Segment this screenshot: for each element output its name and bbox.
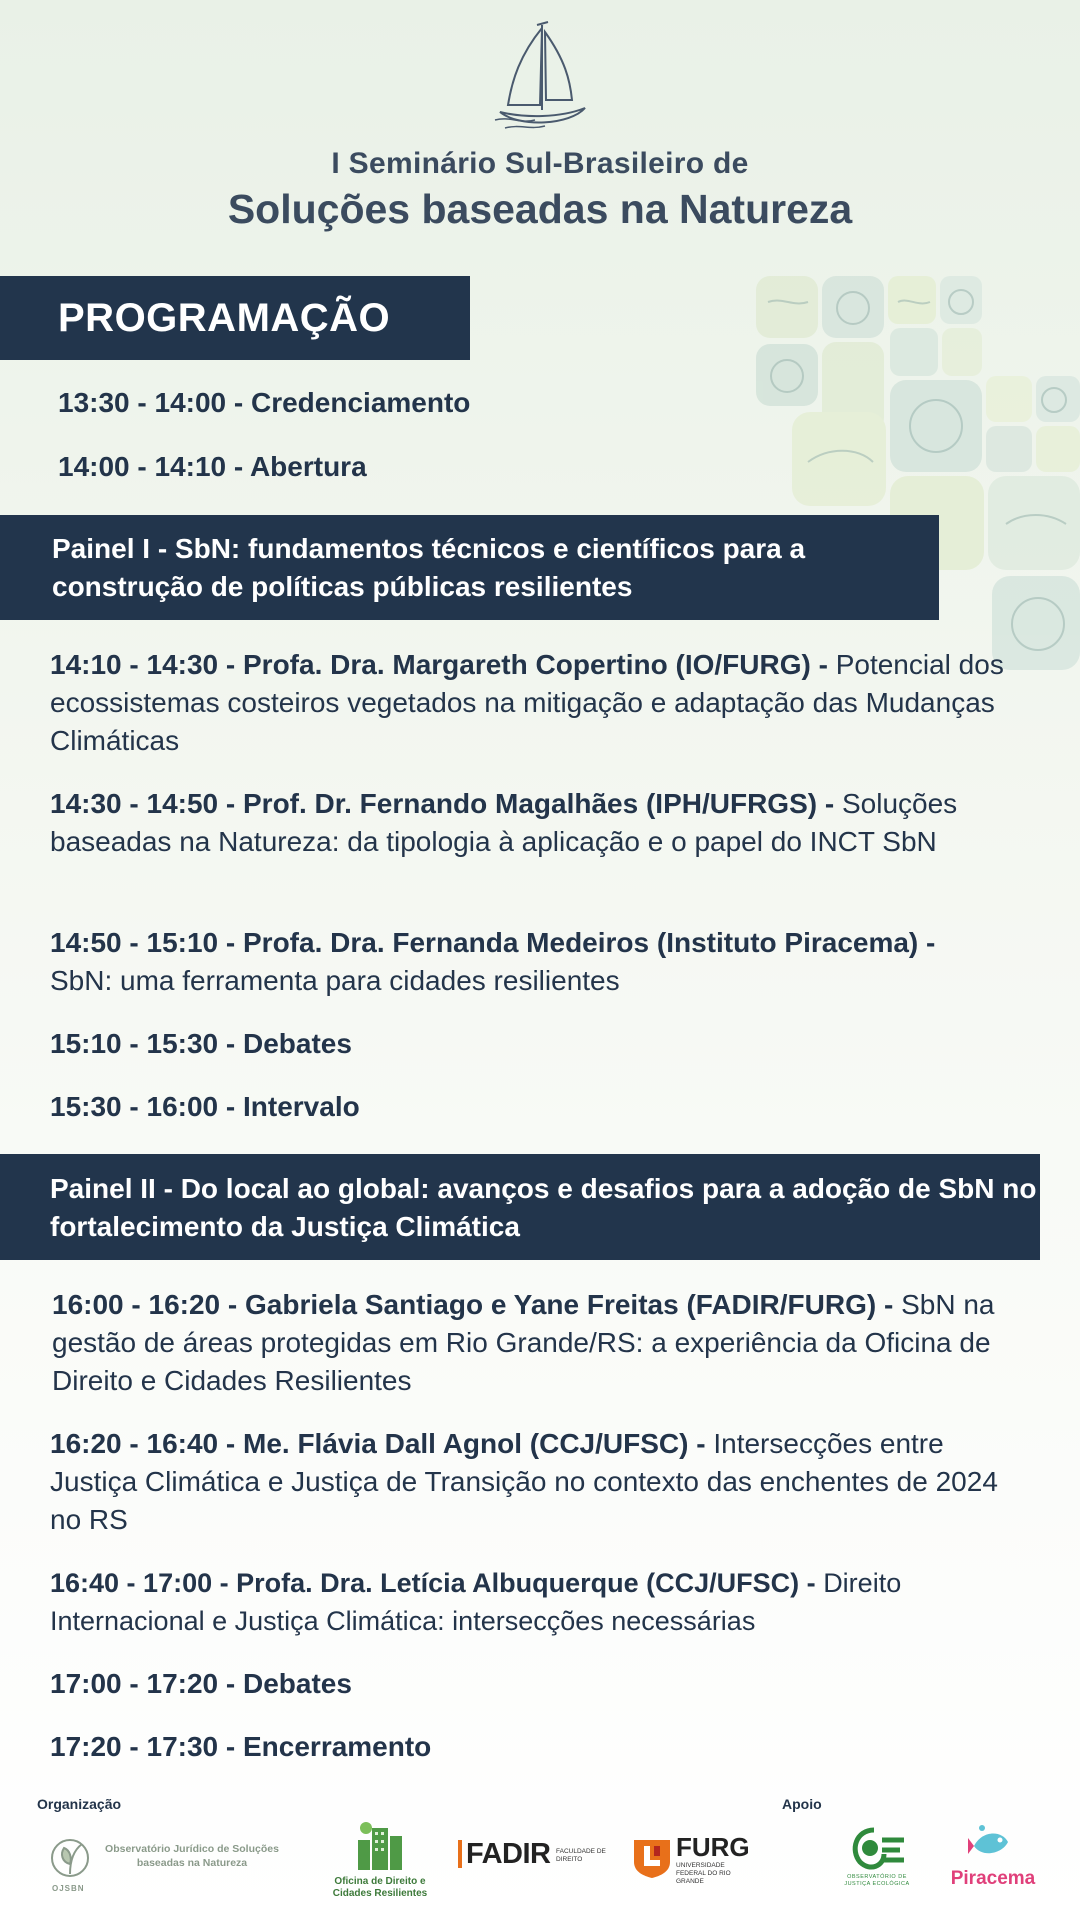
schedule-item-encerramento: 17:20 - 17:30 - Encerramento — [50, 1731, 432, 1762]
schedule-item-head: 16:20 - 16:40 - Me. Flávia Dall Agnol (CCJ/UFSC) - — [50, 1428, 706, 1459]
schedule-item-head: 14:10 - 14:30 - Profa. Dra. Margareth Copertino (IO/FURG) - — [50, 649, 828, 680]
schedule-item-credenciamento: 13:30 - 14:00 - Credenciamento — [58, 387, 471, 418]
schedule-item — [50, 785, 1020, 861]
observatorio-justica-ecologica-logo — [836, 1822, 918, 1892]
schedule-item — [50, 924, 990, 1000]
fadir-text: FADIR — [466, 1838, 551, 1870]
leaf-icon — [46, 1828, 94, 1888]
event-title-line1: I Seminário Sul-Brasileiro de — [331, 147, 749, 180]
piracema-logo — [948, 1822, 1038, 1894]
schedule-item — [50, 1425, 1030, 1539]
schedule-item-debates: 15:10 - 15:30 - Debates — [50, 1028, 352, 1059]
oje-emblem-icon — [844, 1822, 910, 1872]
ojsbn-text: Observatório Jurídico de Soluções baseadas na Natureza — [105, 1843, 279, 1869]
schedule-item — [52, 1286, 1032, 1400]
schedule-item-head: 14:50 - 15:10 - Profa. Dra. Fernanda Medeiros (Instituto Piracema) - — [50, 927, 936, 958]
furg-emblem-icon — [632, 1834, 672, 1878]
furg-sub: UNIVERSIDADE FEDERAL DO RIO GRANDE — [676, 1862, 731, 1885]
apoio-label: Apoio — [782, 1796, 822, 1812]
oficina-text: Oficina de Direito e Cidades Resilientes — [332, 1876, 428, 1899]
fadir-sub: FACULDADE DE DIREITO — [556, 1848, 606, 1863]
schedule-item-head: 16:40 - 17:00 - Profa. Dra. Letícia Albuquerque (CCJ/UFSC) - — [50, 1568, 816, 1598]
organizacao-label: Organização — [37, 1796, 122, 1812]
piracema-text: Piracema — [950, 1868, 1036, 1889]
fish-icon — [968, 1822, 1014, 1866]
furg-text: FURG — [676, 1832, 750, 1862]
sailboat-logo-icon — [490, 20, 590, 135]
ojsbn-abbr: OJSBN — [52, 1884, 85, 1893]
schedule-item-desc: SbN: uma ferramenta para cidades resilientes — [50, 965, 620, 996]
schedule-item — [50, 646, 1020, 760]
schedule-item-desc: Potencial dos ecossistemas costeiros vegetados na mitigação e adaptação das Mudanças Climáticas — [50, 649, 1004, 756]
schedule-item-desc: Soluções baseadas na Natureza: da tipologia à aplicação e o papel do INCT SbN — [50, 788, 958, 857]
schedule-item-desc: Direito Internacional e Justiça Climática: intersecções necessárias — [50, 1568, 902, 1636]
painel2-title: Painel II - Do local ao global: avanços e desafios para a adoção de SbN no fortalecimento da Justiça Climática — [50, 1173, 1037, 1242]
painel1-title: Painel I - SbN: fundamentos técnicos e científicos para a construção de políticas públicas resilientes — [52, 533, 806, 602]
schedule-item-head: 14:30 - 14:50 - Prof. Dr. Fernando Magalhães (IPH/UFRGS) - — [50, 788, 835, 819]
ojsbn-logo — [46, 1828, 286, 1898]
oficina-logo — [320, 1818, 440, 1908]
schedule-item-head: 16:00 - 16:20 - Gabriela Santiago e Yane Freitas (FADIR/FURG) - — [52, 1289, 894, 1320]
event-title-line2: Soluções baseadas na Natureza — [227, 186, 853, 232]
fadir-logo — [458, 1838, 606, 1878]
schedule-item-debates: 17:00 - 17:20 - Debates — [50, 1668, 352, 1699]
schedule-item-intervalo: 15:30 - 16:00 - Intervalo — [50, 1091, 360, 1122]
green-buildings-icon — [352, 1818, 408, 1874]
schedule-item-abertura: 14:00 - 14:10 - Abertura — [58, 451, 367, 482]
furg-logo — [632, 1832, 757, 1885]
schedule-item-desc: Intersecções entre Justiça Climática e Justiça de Transição no contexto das enchentes de 2024 no RS — [50, 1428, 998, 1535]
programacao-title: PROGRAMAÇÃO — [58, 296, 391, 340]
fadir-bar — [458, 1840, 462, 1868]
schedule-item — [50, 1564, 1060, 1640]
oje-text: OBSERVATÓRIO DE JUSTIÇA ECOLÓGICA — [844, 1874, 910, 1887]
schedule-item-desc: SbN na gestão de áreas protegidas em Rio Grande/RS: a experiência da Oficina de Direito e Cidades Resilientes — [52, 1289, 995, 1396]
